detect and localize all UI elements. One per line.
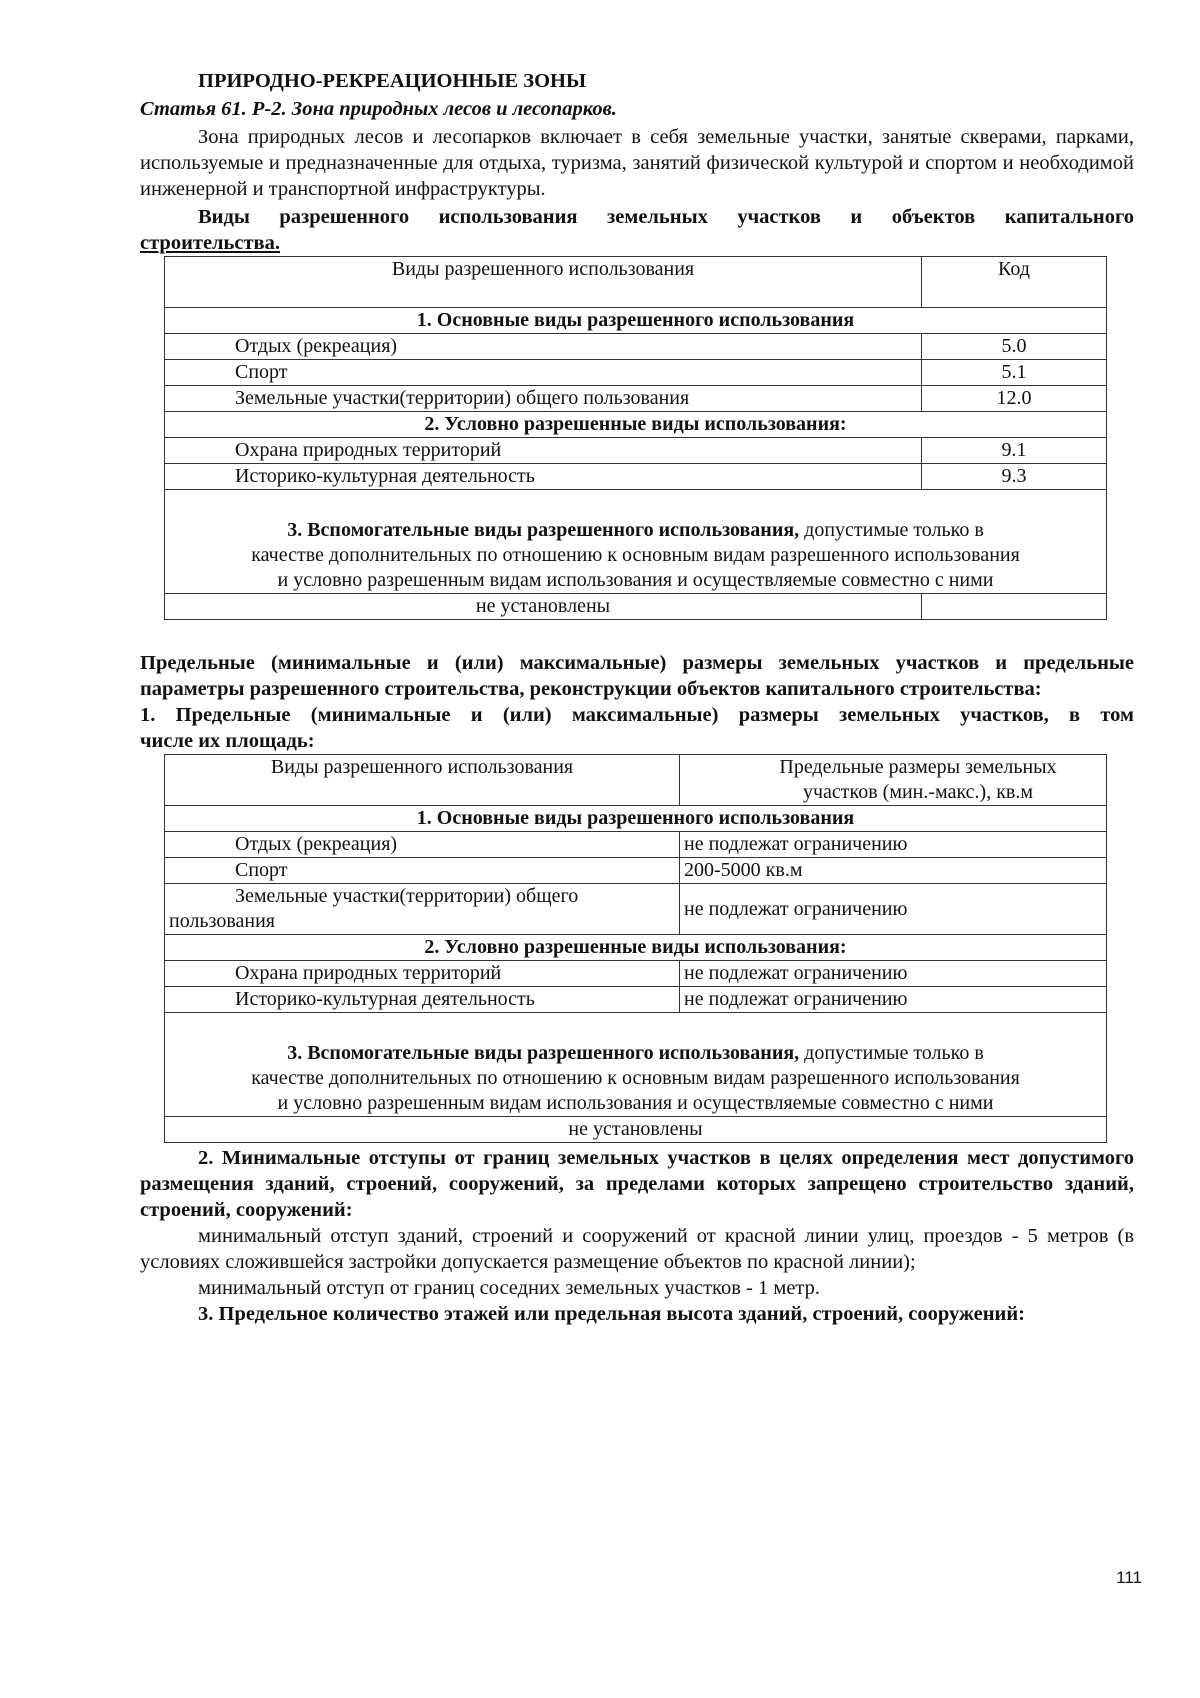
table-row: Охрана природных территорий 9.1 bbox=[165, 438, 1107, 464]
table-row: Спорт 200-5000 кв.м bbox=[165, 858, 1107, 884]
not-set-value: не установлены bbox=[165, 594, 922, 620]
setbacks-heading: 2. Минимальные отступы от границ земельных участков в целях определения мест допустимого размещения зданий, строений, сооружений, за пределами которых запрещено строительство зданий, строений, сооружений: bbox=[140, 1147, 1134, 1221]
section-auxiliary-uses: 3. Вспомогательные виды разрешенного использования, допустимые только в качестве дополнительных по отношению к основным видам разрешенного использования и условно разрешенным видам использования и осуществляемые совместно с ними bbox=[165, 1013, 1107, 1117]
table-row: Земельные участки(территории) общего пользования не подлежат ограничению bbox=[165, 884, 1107, 935]
land-plot-sizes-table bbox=[164, 754, 1107, 1143]
table-row: Охрана природных территорий не подлежат ограничению bbox=[165, 961, 1107, 987]
limits-subheading-line2: числе их площадь: bbox=[140, 730, 315, 752]
types-heading-line2: строительства. bbox=[140, 232, 281, 254]
table-row: Отдых (рекреация) 5.0 bbox=[165, 334, 1107, 360]
setback-neighbor: минимальный отступ от границ соседних земельных участков - 1 метр. bbox=[198, 1277, 821, 1299]
types-heading-line1: Виды разрешенного использования земельных участков и объектов капитального bbox=[198, 206, 1134, 228]
column-header-code: Код bbox=[922, 257, 1107, 308]
not-set-value: не установлены bbox=[165, 1117, 1107, 1143]
section-main-uses: 1. Основные виды разрешенного использования bbox=[165, 806, 1107, 832]
page-number: 111 bbox=[1116, 1568, 1142, 1587]
limits-subheading-line1: 1. Предельные (минимальные и (или) максимальные) размеры земельных участков, в том bbox=[140, 704, 1134, 726]
table-row: Отдых (рекреация) не подлежат ограничению bbox=[165, 832, 1107, 858]
limits-heading: Предельные (минимальные и (или) максимальные) размеры земельных участков и предельные параметры разрешенного строительства, реконструкции объектов капитального строительства: bbox=[140, 652, 1134, 700]
table-row: Историко-культурная деятельность 9.3 bbox=[165, 464, 1107, 490]
article-title: Статья 61. Р-2. Зона природных лесов и лесопарков. bbox=[140, 98, 617, 120]
table-row bbox=[165, 594, 1107, 620]
column-header-use-types: Виды разрешенного использования bbox=[165, 257, 922, 308]
table-row: Земельные участки(территории) общего пользования 12.0 bbox=[165, 386, 1107, 412]
floors-heading: 3. Предельное количество этажей или предельная высота зданий, строений, сооружений: bbox=[198, 1303, 1025, 1325]
section-auxiliary-uses: 3. Вспомогательные виды разрешенного использования, допустимые только в качестве дополнительных по отношению к основным видам разрешенного использования и условно разрешенным видам использования и осуществляемые совместно с ними bbox=[165, 490, 1107, 594]
section-main-uses: 1. Основные виды разрешенного использования bbox=[165, 308, 1107, 334]
section-conditional-uses: 2. Условно разрешенные виды использования: bbox=[165, 935, 1107, 961]
intro-paragraph: Зона природных лесов и лесопарков включает в себя земельные участки, занятые скверами, парками, используемые и предназначенные для отдыха, туризма, занятий физической культурой и спортом и необходимой инженерной и транспортной инфраструктуры. bbox=[140, 126, 1134, 200]
column-header-use-types: Виды разрешенного использования bbox=[165, 755, 680, 806]
table-header-row bbox=[165, 257, 1107, 308]
document-body bbox=[140, 68, 1134, 1327]
section-conditional-uses: 2. Условно разрешенные виды использования: bbox=[165, 412, 1107, 438]
setback-red-line: минимальный отступ зданий, строений и сооружений от красной линии улиц, проездов - 5 метров (в условиях сложившейся застройки допускается размещение объектов по красной линии); bbox=[140, 1225, 1134, 1273]
land-use-types-table bbox=[164, 256, 1107, 620]
table-row: Историко-культурная деятельность не подлежат ограничению bbox=[165, 987, 1107, 1013]
table-header-row bbox=[165, 755, 1107, 806]
column-header-plot-sizes: Предельные размеры земельных участков (мин.-макс.), кв.м bbox=[680, 755, 1107, 806]
table-row: Спорт 5.1 bbox=[165, 360, 1107, 386]
section-heading: ПРИРОДНО-РЕКРЕАЦИОННЫЕ ЗОНЫ bbox=[198, 70, 587, 92]
